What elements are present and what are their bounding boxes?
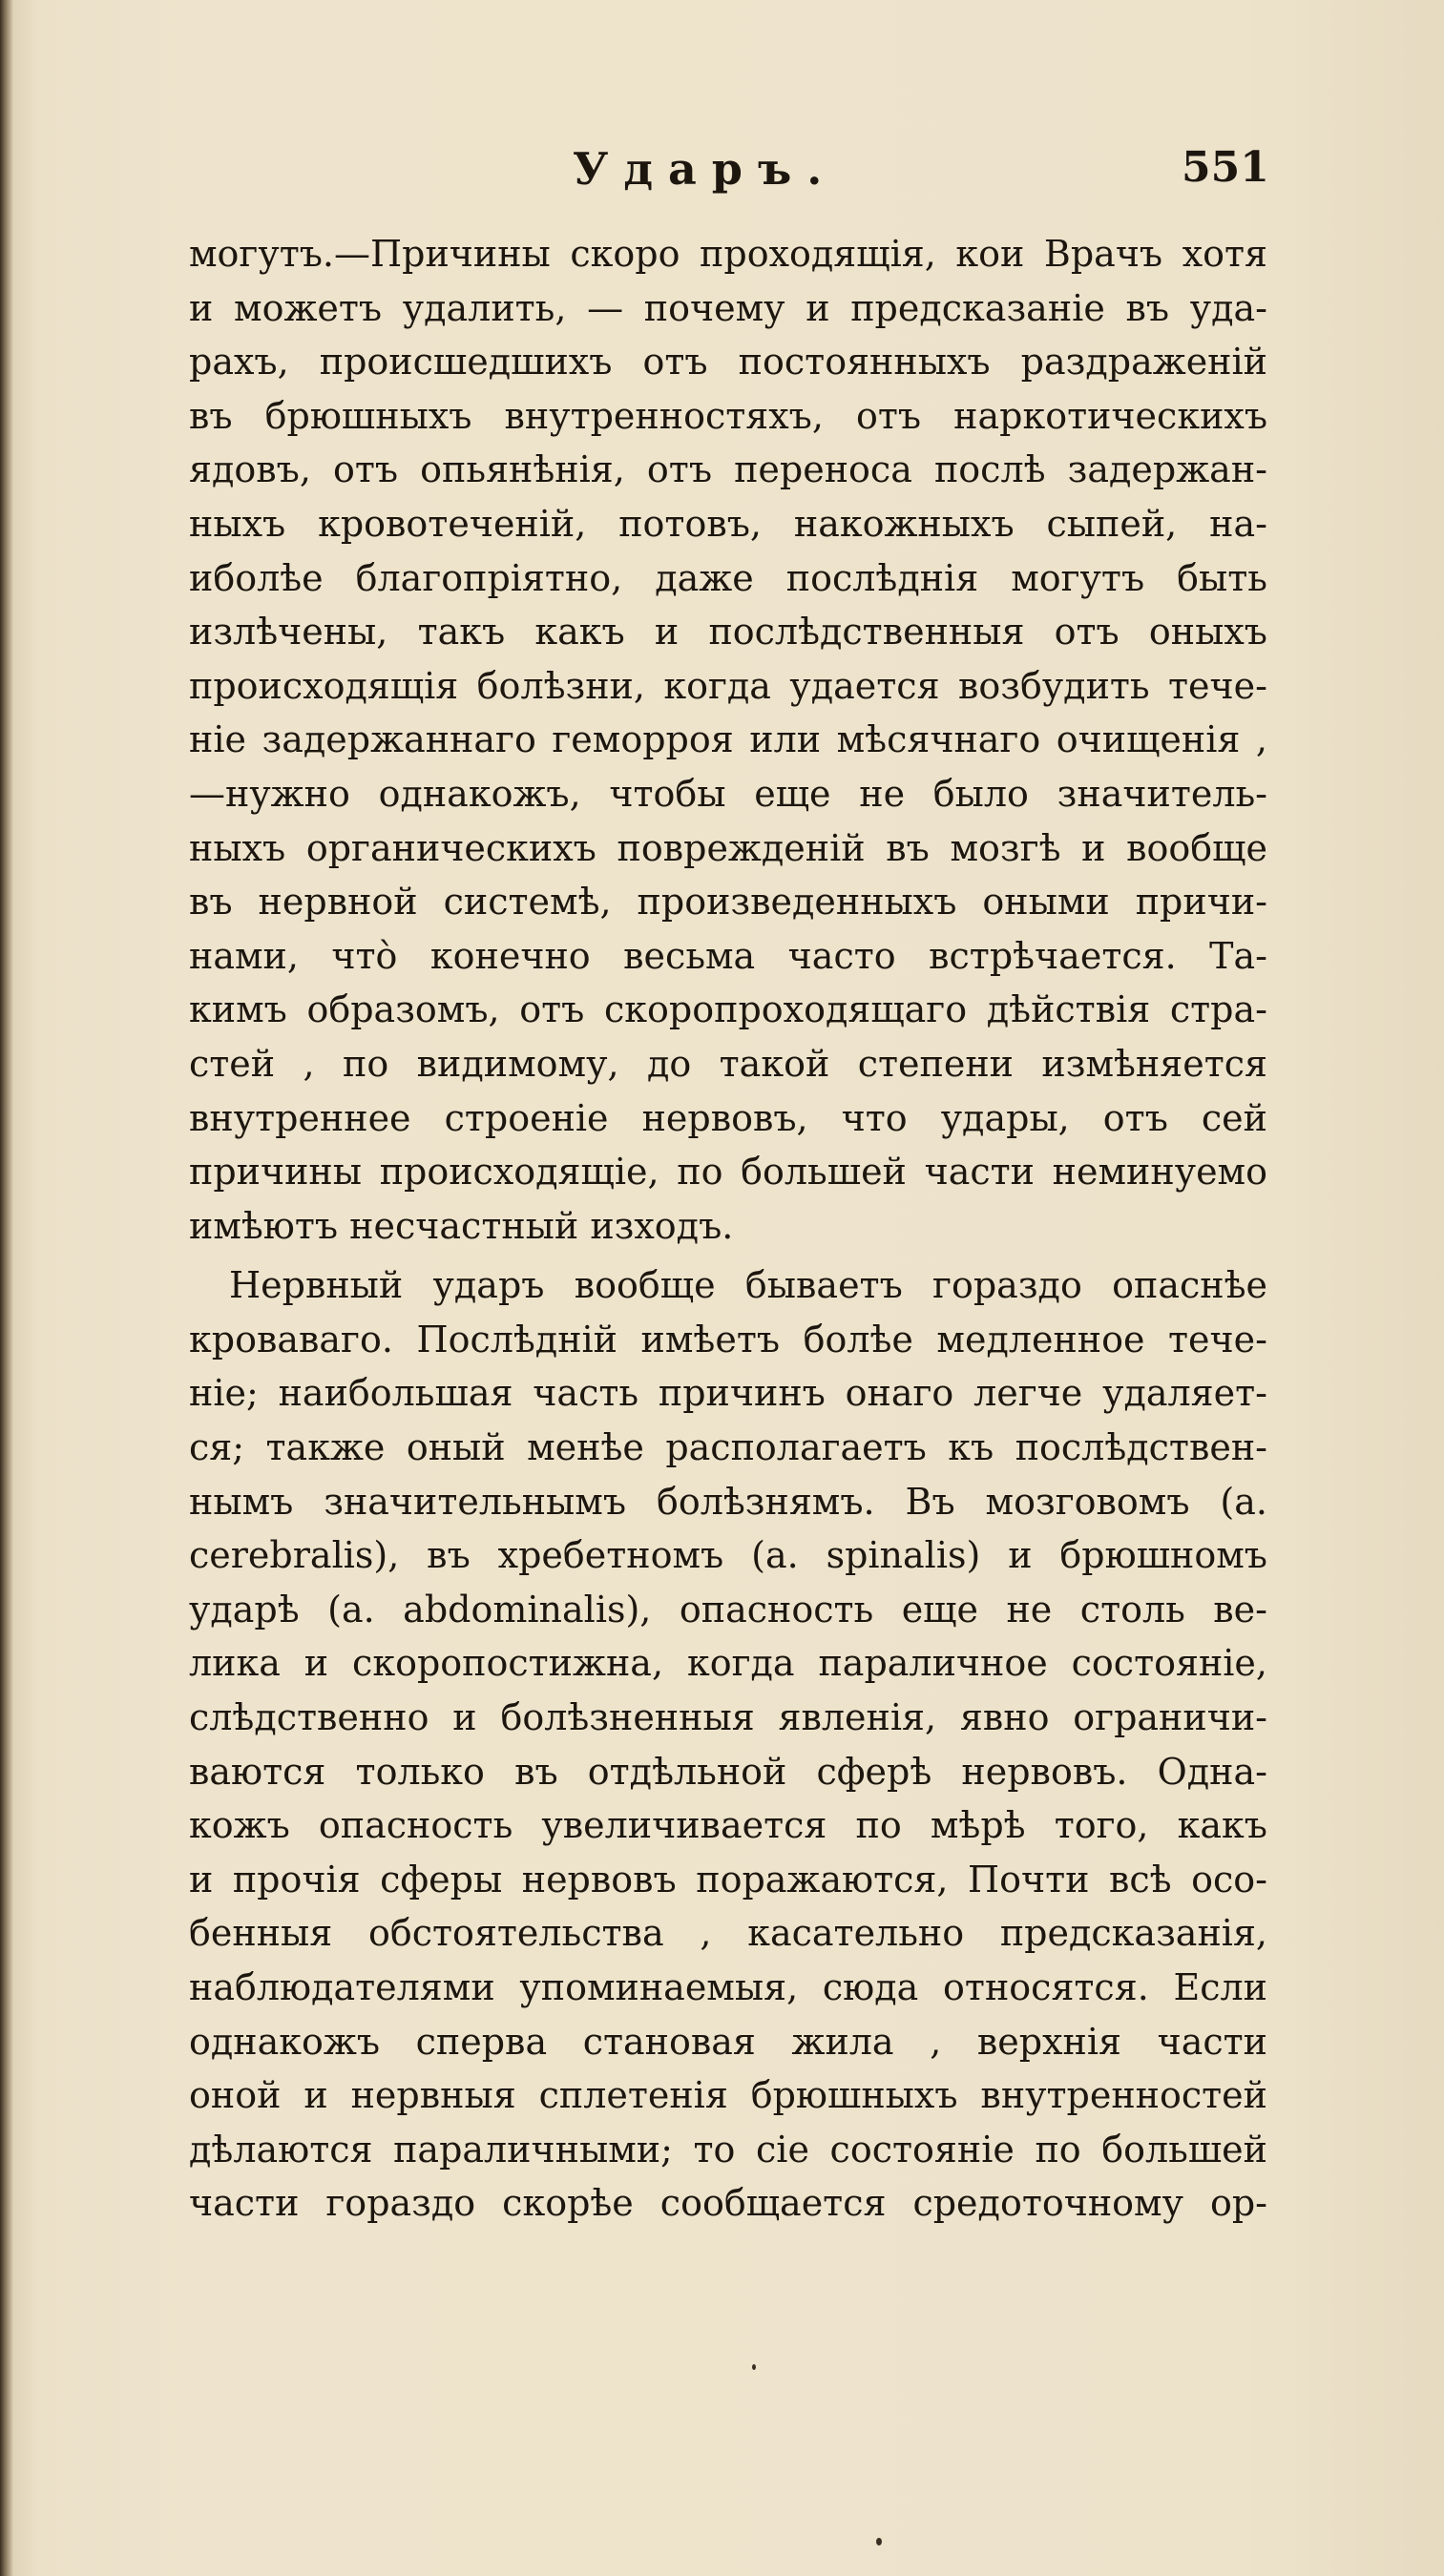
text-line: и прочія сферы нервовъ поражаются, Почти всѣ осо-	[189, 1858, 1267, 1901]
text-line: причины происходящіе, по большей части неминуемо	[189, 1151, 1267, 1194]
text-line: могутъ.—Причины скоро проходящія, кои Врачъ хотя	[189, 233, 1267, 275]
text-line: дѣлаются параличными; то сіе состояніе по большей	[189, 2128, 1267, 2171]
text-line: ваются только въ отдѣльной сферѣ нервовъ. Одна-	[189, 1750, 1267, 1793]
text-line: слѣдственно и болѣзненныя явленія, явно ограничи-	[189, 1696, 1267, 1739]
text-line: и можетъ удалить, — почему и предсказаніе въ уда-	[189, 286, 1267, 329]
text-line: нами, что̀ конечно весьма часто встрѣчается. Та-	[189, 934, 1267, 977]
text-line: ядовъ, отъ опьянѣнія, отъ переноса послѣ задержан-	[189, 448, 1267, 491]
text-line: рахъ, происшедшихъ отъ постоянныхъ раздраженій	[189, 341, 1267, 384]
text-line: кожъ опасность увеличивается по мѣрѣ того, какъ	[189, 1804, 1267, 1847]
ink-speck	[752, 2364, 756, 2370]
running-title: Ударъ.	[573, 143, 838, 195]
text-line: оной и нервныя сплетенія брюшныхъ внутренностей	[189, 2074, 1267, 2117]
page-gutter-shadow	[0, 0, 13, 2576]
paragraph-1	[189, 227, 1267, 1253]
text-line: кимъ образомъ, отъ скоропроходящаго дѣйствія стра-	[189, 988, 1267, 1031]
text-line: имѣютъ несчастный изходъ.	[189, 1204, 734, 1247]
body-text	[189, 227, 1267, 2231]
text-line: —нужно однакожъ, чтобы еще не было значитель-	[189, 772, 1267, 815]
text-line: кроваваго. Послѣдній имѣетъ болѣе медленное тече-	[189, 1318, 1267, 1361]
text-line: ударѣ (a. abdominalis), опасность еще не столь ве-	[189, 1588, 1267, 1631]
text-line: излѣчены, такъ какъ и послѣдственныя отъ оныхъ	[189, 611, 1267, 654]
text-line: cerebralis), въ хребетномъ (a. spinalis) и брюшномъ	[189, 1534, 1267, 1577]
text-line: иболѣе благопріятно, даже послѣднія могутъ быть	[189, 556, 1267, 599]
text-line: лика и скоропостижна, когда параличное состояніе,	[189, 1642, 1267, 1685]
text-line: части гораздо скорѣе сообщается средоточному ор-	[189, 2182, 1267, 2225]
text-line: стей , по видимому, до такой степени измѣняется	[189, 1042, 1267, 1085]
text-line: въ брюшныхъ внутренностяхъ, отъ наркотическихъ	[189, 394, 1267, 437]
text-line: происходящія болѣзни, когда удается возбудить тече-	[189, 664, 1267, 707]
paragraph-2	[189, 1258, 1267, 2231]
page-number: 551	[1182, 143, 1269, 192]
text-line: внутреннее строеніе нервовъ, что удары, отъ сей	[189, 1096, 1267, 1139]
page-header	[0, 143, 1444, 210]
text-line: въ нервной системѣ, произведенныхъ оными причи-	[189, 881, 1267, 924]
text-line: ніе; наибольшая часть причинъ онаго легче удаляет-	[189, 1372, 1267, 1415]
ink-speck	[876, 2538, 882, 2545]
text-line: бенныя обстоятельства , касательно предсказанія,	[189, 1912, 1267, 1955]
text-line: ныхъ кровотеченій, потовъ, накожныхъ сыпей, на-	[189, 502, 1267, 545]
text-line: нымъ значительнымъ болѣзнямъ. Въ мозговомъ (a.	[189, 1480, 1267, 1523]
text-line: Нервный ударъ вообще бываетъ гораздо опаснѣе	[229, 1264, 1267, 1307]
text-line: наблюдателями упоминаемыя, сюда относятся. Если	[189, 1966, 1267, 2008]
text-line: ніе задержаннаго геморроя или мѣсячнаго очищенія ,	[189, 718, 1267, 761]
text-line: однакожъ сперва становая жила , верхнія части	[189, 2020, 1267, 2063]
text-line: ся; также оный менѣе располагаетъ къ послѣдствен-	[189, 1426, 1267, 1469]
text-line: ныхъ органическихъ поврежденій въ мозгѣ и вообще	[189, 826, 1267, 869]
